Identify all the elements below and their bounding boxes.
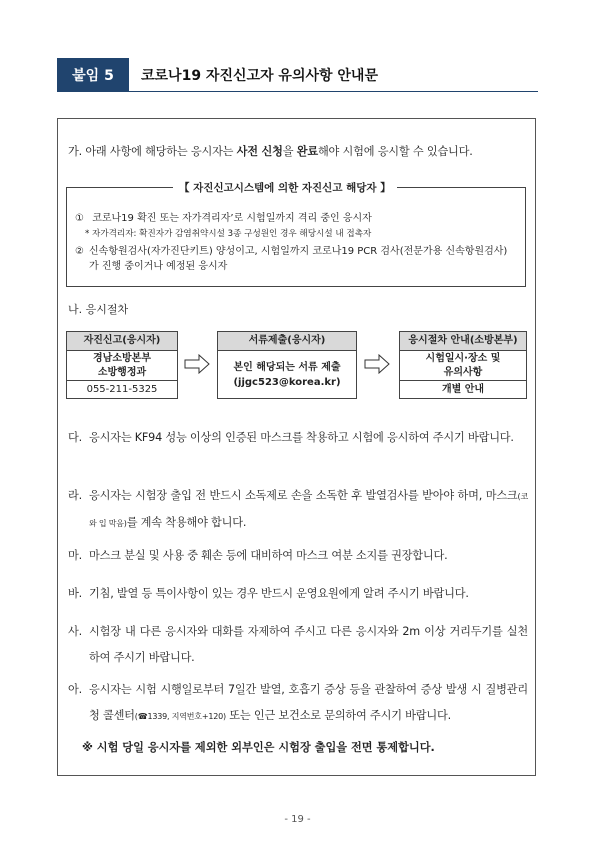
instruction-label: 라. (68, 489, 82, 502)
flow-arrow-right-icon (364, 354, 390, 374)
flow-box-exam-guidance-individual: 개별 안내 (441, 384, 485, 395)
flow-box-exam-guidance-line1: 시험일시·장소 및 (425, 353, 501, 364)
instruction-label: 사. (68, 625, 82, 638)
instruction-text-post: 또는 인근 보건소로 문의하여 주시기 바랍니다. (225, 709, 451, 722)
visitor-restriction-notice: ※ 시험 당일 응시자를 제외한 외부인은 시험장 출입을 전면 통제합니다. (82, 741, 435, 754)
instruction-small-note: (☎1339, 지역번호+120) (134, 712, 226, 721)
instruction-a (68, 677, 528, 730)
instruction-text: 응시자는 KF94 성능 이상의 인증된 마스크를 착용하고 시험에 응시하여 주시기 바랍니다. (89, 431, 514, 444)
intro-paragraph (68, 143, 473, 159)
flow-arrow-right-icon (184, 354, 210, 374)
instruction-ra (68, 483, 528, 537)
instruction-da (68, 425, 528, 451)
instruction-text: 기침, 발열 등 특이사항이 있는 경우 반드시 운영요원에게 알려 주시기 바랍니다. (89, 587, 469, 600)
target-box (66, 182, 526, 287)
section-header (57, 58, 538, 92)
instruction-text: 마스크 분실 및 사용 중 훼손 등에 대비하여 마스크 여분 소지를 권장합니다. (89, 549, 448, 562)
target-box-title: 【 자진신고시스템에 의한 자진신고 해당자 】 (173, 180, 397, 195)
flow-box-self-report-header: 자진신고(응시자) (67, 332, 177, 351)
instruction-label: 바. (68, 587, 82, 600)
flow-box-exam-guidance-header: 응시절차 안내(소방본부) (400, 332, 526, 351)
target-item-1-text: 코로나19 확진 또는 자가격리자’로 시험일까지 격리 중인 응시자 (92, 213, 372, 224)
flow-box-document-submission-email: (jjgc523@korea.kr) (233, 377, 341, 388)
appendix-badge: 붙임 5 (57, 58, 129, 92)
instruction-text (68, 677, 528, 730)
instruction-text (68, 483, 528, 537)
flow-box-exam-guidance (399, 331, 527, 399)
flow-box-exam-guidance-line2: 유의사항 (443, 367, 483, 378)
flow-box-document-submission-header: 서류제출(응시자) (218, 332, 356, 351)
instruction-sa (68, 619, 528, 671)
intro-text-mid: 을 (282, 145, 297, 158)
document-title: 코로나19 자진신고자 유의사항 안내문 (141, 68, 378, 84)
target-item-2-text: 신속항원검사(자가진단키트) 양성이고, 시험일까지 코로나19 PCR 검사(전문가용 신속항원검사)가 진행 중이거나 예정된 응시자 (89, 246, 508, 272)
header-underline (129, 91, 538, 92)
target-item-2 (75, 244, 515, 274)
intro-bold-prior-application: 사전 신청 (236, 145, 283, 158)
procedure-label: 나. 응시절차 (68, 303, 129, 316)
instruction-ma (68, 543, 528, 569)
flow-box-document-submission-body (218, 351, 356, 390)
intro-text-post: 해야 시험에 응시할 수 있습니다. (317, 145, 473, 158)
intro-bold-complete: 완료 (296, 145, 318, 158)
target-item-1-number: ① (75, 213, 84, 224)
instruction-text-post: 를 계속 착용해야 합니다. (126, 516, 247, 529)
flow-box-self-report-phone: 055-211-5325 (86, 384, 158, 395)
page-number: - 19 - (284, 814, 311, 825)
intro-text-pre: 가. 아래 사항에 해당하는 응시자는 (68, 145, 237, 158)
flow-box-self-report-org (67, 351, 177, 381)
target-item-1 (75, 209, 372, 224)
content-frame (57, 118, 536, 776)
flow-box-document-submission-line1: 본인 해당되는 서류 제출 (233, 362, 341, 373)
instruction-text-pre: 응시자는 시험 시행일로부터 7일간 발열, 호흡기 증상 등을 관찰하여 증상 발생 시 질병관리청 콜센터 (89, 683, 528, 722)
instruction-label: 다. (68, 431, 82, 444)
flow-box-self-report (66, 331, 178, 399)
target-item-2-number: ② (75, 246, 84, 257)
instruction-label: 마. (68, 549, 82, 562)
flow-box-document-submission (217, 331, 357, 399)
instruction-label: 아. (68, 683, 82, 696)
instruction-ba (68, 581, 528, 607)
instruction-text-pre: 응시자는 시험장 출입 전 반드시 소독제로 손을 소독한 후 발열검사를 받아야 하며, 마스크 (89, 489, 518, 502)
instruction-small-note: (코와 입 막음) (89, 492, 528, 528)
flow-box-self-report-org-line1: 경남소방본부 (93, 353, 151, 364)
target-note: * 자가격리자: 확진자가 감염취약시설 3종 구성원인 경우 해당시설 내 접촉자 (85, 229, 372, 239)
flow-box-exam-guidance-info (400, 351, 526, 381)
flow-box-self-report-org-line2: 소방행정과 (97, 367, 147, 378)
instruction-text: 시험장 내 다른 응시자와 대화를 자제하여 주시고 다른 응시자와 2m 이상 거리두기를 실천하여 주시기 바랍니다. (89, 625, 528, 664)
